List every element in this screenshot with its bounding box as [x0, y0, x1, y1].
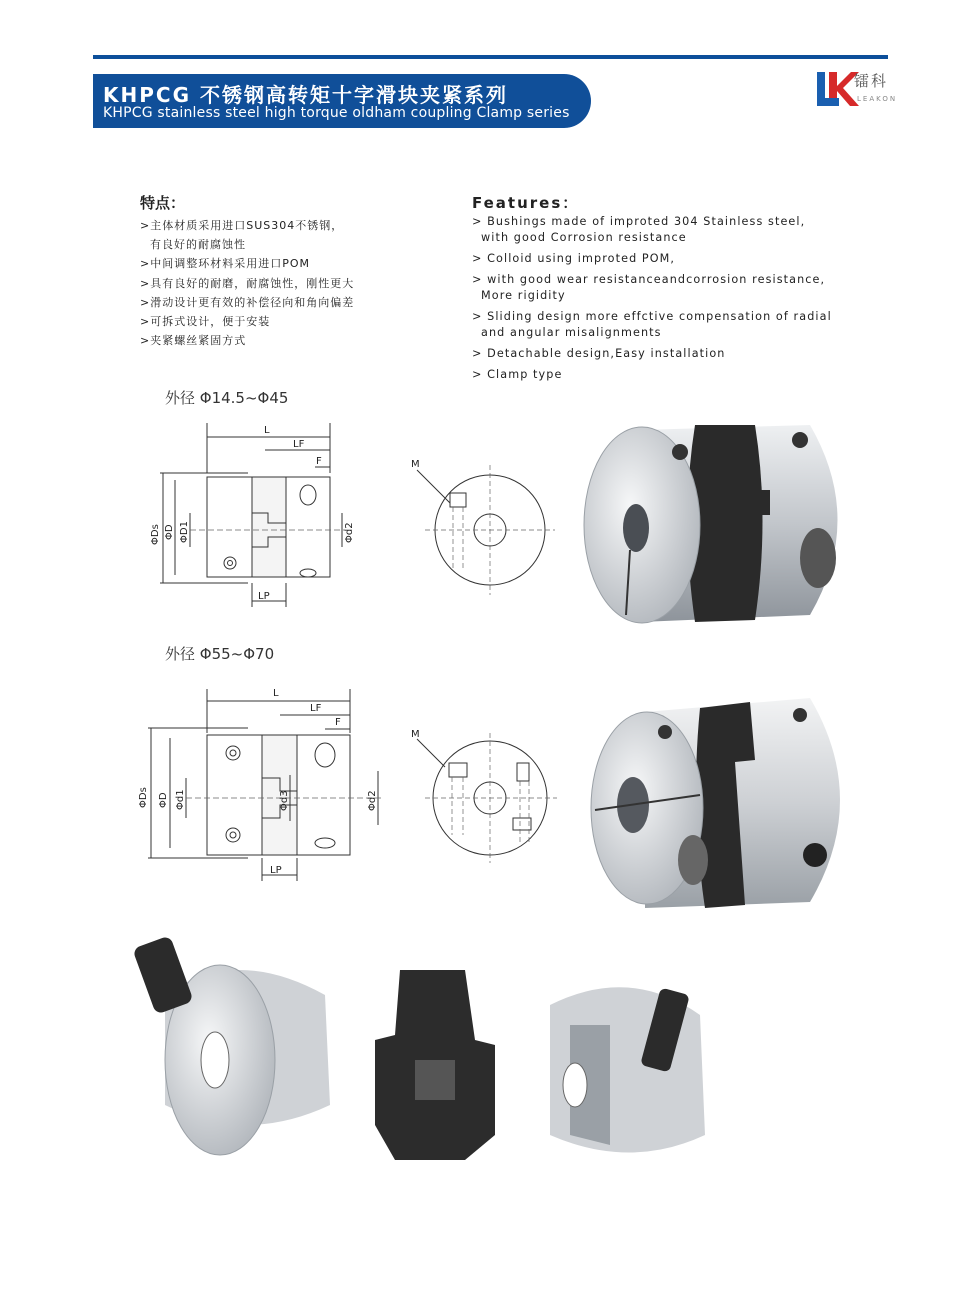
- page-title-en: KHPCG stainless steel high torque oldham coupling Clamp series: [103, 105, 570, 121]
- dim-F: F: [316, 456, 322, 467]
- dim-LF: LF: [293, 439, 305, 450]
- list-item: and angular misalignments: [481, 326, 662, 339]
- dim-LP: LP: [258, 591, 270, 602]
- features-cn-title: 特点：: [140, 194, 186, 212]
- list-item: >可拆式设计，便于安装: [140, 315, 271, 329]
- page-title-cn: KHPCG 不锈钢高转矩十字滑块夹紧系列: [103, 83, 508, 107]
- features-en-title: Features：: [472, 194, 580, 212]
- list-item: More rigidity: [481, 289, 566, 302]
- list-item: > Colloid using improted POM,: [472, 252, 676, 265]
- dim-M: M: [411, 459, 420, 470]
- list-item: >夹紧螺丝紧固方式: [140, 334, 247, 348]
- dim-LP: LP: [270, 865, 282, 876]
- dim-d2: Φd2: [367, 790, 378, 811]
- end-view-drawing-1: [405, 455, 565, 605]
- list-item: >具有良好的耐磨，耐腐蚀性，刚性更大: [140, 276, 355, 290]
- dim-d2: Φd2: [344, 522, 355, 543]
- end-view-drawing-2: [405, 723, 565, 873]
- list-item: > Detachable design,Easy installation: [472, 347, 726, 360]
- features-cn-list: [140, 216, 354, 350]
- size-range-2: 外径 Φ55~Φ70: [165, 645, 275, 663]
- list-item: >中间调整环材料采用进口POM: [140, 257, 310, 271]
- dim-d1: Φd1: [175, 789, 186, 810]
- title-banner: [93, 74, 591, 128]
- list-item: >主体材质采用进口SUS304不锈钢，: [140, 219, 344, 232]
- dim-L: L: [264, 425, 270, 436]
- list-item: > Bushings made of improted 304 Stainless steel,: [472, 215, 806, 228]
- features-en-list: [472, 214, 832, 383]
- dim-M: M: [411, 729, 420, 740]
- side-view-drawing-1: [130, 415, 370, 615]
- dim-LF: LF: [310, 703, 322, 714]
- list-item: with good Corrosion resistance: [481, 231, 687, 244]
- logo-name-en: LEAKON: [857, 95, 898, 103]
- exploded-hub-right: [530, 965, 730, 1175]
- exploded-hub-left: [125, 935, 355, 1165]
- list-item: > Sliding design more effctive compensation of radial: [472, 310, 832, 323]
- dim-D: ΦD: [164, 524, 175, 540]
- dim-D1: ΦD1: [179, 521, 190, 543]
- dim-Ds: ΦDs: [138, 787, 149, 808]
- size-range-1: 外径 Φ14.5~Φ45: [165, 389, 289, 407]
- dim-F: F: [335, 717, 341, 728]
- dim-D: ΦD: [158, 792, 169, 808]
- logo-name-cn: 镭科: [854, 72, 889, 90]
- dim-Ds: ΦDs: [150, 524, 161, 545]
- coupling-photo-aluminum: [580, 410, 870, 635]
- coupling-photo-stainless: [585, 690, 870, 915]
- list-item: 有良好的耐腐蚀性: [150, 238, 246, 252]
- dim-d3: Φd3: [279, 790, 290, 811]
- side-view-drawing-2: [130, 683, 390, 883]
- dim-L: L: [273, 688, 279, 699]
- top-rule: [93, 55, 888, 59]
- list-item: > Clamp type: [472, 368, 563, 381]
- list-item: > with good wear resistanceandcorrosion resistance,: [472, 273, 826, 286]
- pom-spider: [355, 960, 505, 1170]
- list-item: >滑动设计更有效的补偿径向和角向偏差: [140, 295, 355, 309]
